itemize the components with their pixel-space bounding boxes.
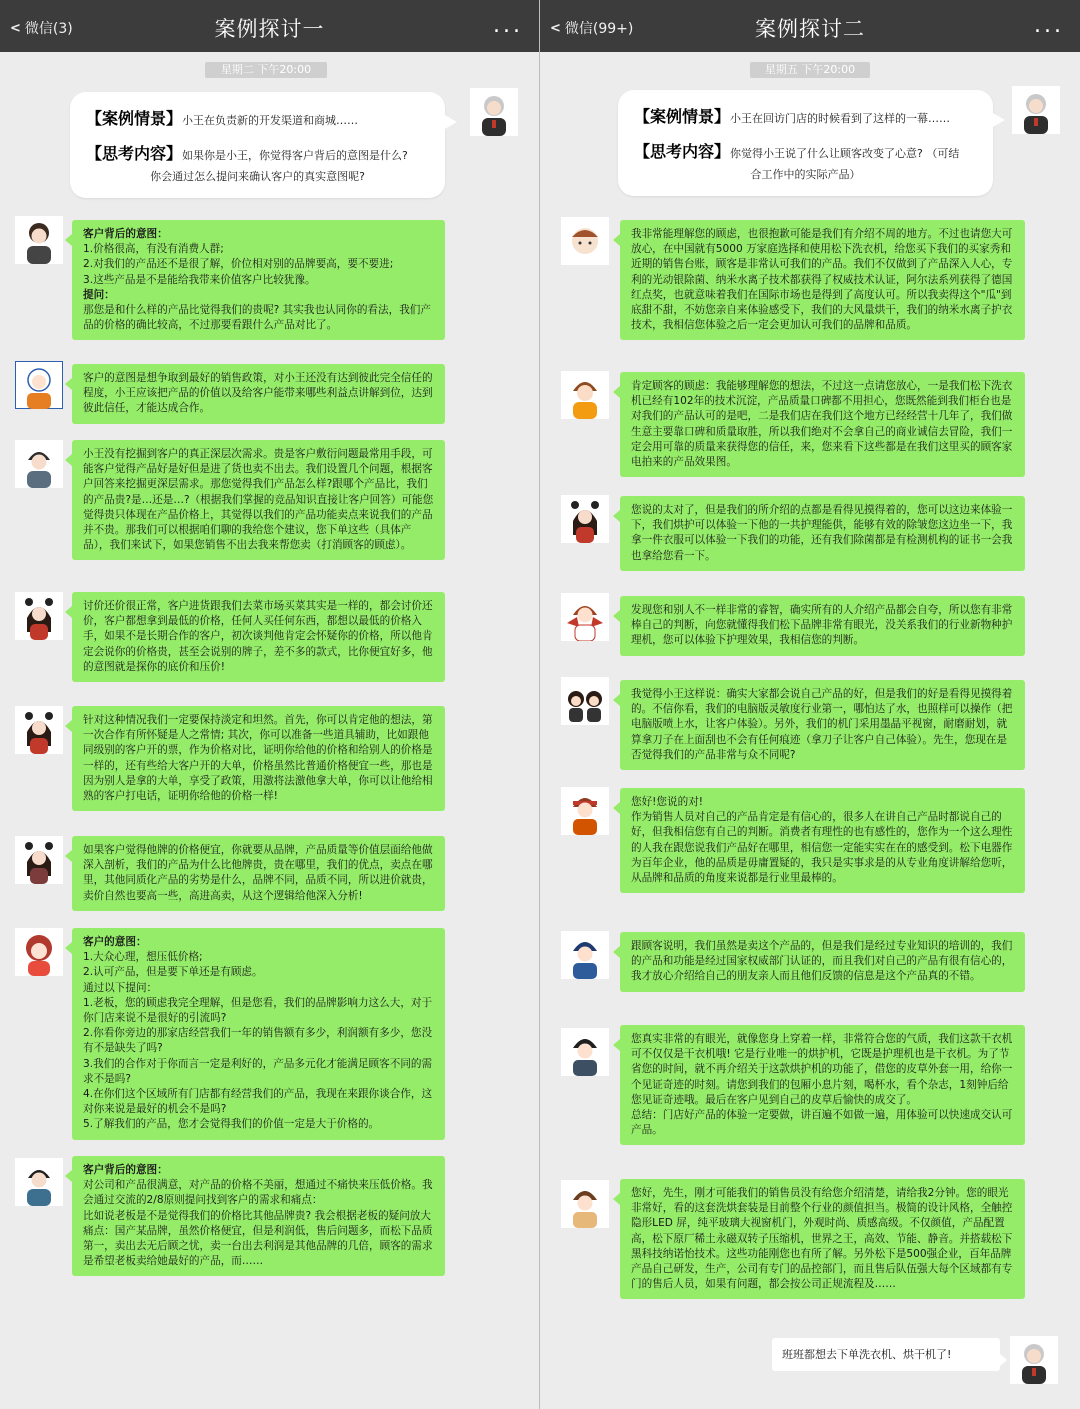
more-dots-icon[interactable]: ...	[493, 13, 523, 38]
chat-pane-right	[540, 0, 1080, 1409]
cartoon-avatar-icon	[15, 440, 63, 488]
message-line: 针对这种情况我们一定要保持淡定和坦然。首先，你可以肯定他的想法，第一次合作有所怀疑是人之常情; 其次，你可以准备一些道具辅助，比如跟他同级别的客户开的票，作为价格对比，证明你给他的价格和给别人的价格是一样的，还有些给大客户开的大单，价格虽然比普通价格便宜一些，那也是因为别人是拿的大单，享受了政策，用激将法激他拿大单，你可以让他给相熟的客户打电话，证明你给他的价格一样!	[83, 714, 433, 803]
message-line: 对公司和产品很满意，对产品的价格不美丽，想通过不痛快来压低价格。我会通过交流的2/8原则提问找到客户的需求和痛点：	[83, 1179, 433, 1207]
message-line: 5.了解我们的产品，您才会觉得我们的价值一定是大于价格的。	[83, 1118, 380, 1131]
host-avatar[interactable]	[1012, 86, 1060, 134]
question-text-cont: 你会通过怎么提问来确认客户的真实意图呢?	[150, 170, 365, 183]
message-line: 3.我们的合作对于你而言一定是利好的，产品多元化才能满足顾客不同的需求不是吗?	[83, 1057, 433, 1085]
message-bubble	[72, 440, 445, 560]
member-avatar[interactable]	[15, 706, 63, 754]
top-bar	[540, 0, 1080, 52]
reply-bubble	[772, 1338, 1000, 1371]
message-line: 您好，先生，刚才可能我们的销售员没有给您介绍清楚，请给我2分钟。您的眼光非常好，看的这套洗烘套装是目前整个行业的颜值担当。极简的设计风格，全触控隐形LED 屏，纯平玻璃大视窗机门，外观时尚、质感高级。不仅颜值，产品配置高，松下原厂稀土永磁双转子压缩机，世界之王，高效、节能、静音。并搭载松下黑科技纳诺怡技术。这些功能刚您也有所了解。另外松下是500强企业，百年品牌产品自己研发，生产，公司有专门的品控部门，而且售后队伍强大每个区域都有专门的售后人员，如果有问题，都会按公司正规流程及……	[631, 1187, 1013, 1291]
question-text: 如果你是小王，你觉得客户背后的意图是什么?	[182, 149, 408, 162]
message-bubble	[72, 928, 445, 1140]
cartoon-avatar-icon	[1012, 86, 1060, 134]
member-avatar[interactable]	[15, 928, 63, 976]
case-intro-bubble	[618, 90, 993, 196]
message-bubble	[72, 1156, 445, 1276]
message-bubble	[620, 788, 1025, 893]
message-line: 提问：	[83, 288, 115, 301]
message-line: 1.老板，您的顾虑我完全理解，但是您看，我们的品牌影响力这么大，对于你门店来说不是很好的引流吗?	[83, 996, 433, 1025]
cartoon-avatar-icon	[15, 1158, 63, 1206]
case-intro-bubble	[70, 92, 445, 198]
chat-title: 案例探讨二	[755, 17, 865, 41]
question-tag: 【思考内容】	[86, 144, 183, 163]
message-bubble	[620, 596, 1025, 656]
cartoon-avatar-icon	[561, 1028, 609, 1076]
message-line: 肯定顾客的顾虑：我能够理解您的想法，不过这一点请您放心，一是我们松下洗衣机已经有102年的技术沉淀，产品质量口碑都不用担心，您既然能到我们柜台也是对我们的产品认可的是吧，二是我们店在我们这个地方已经经营十几年了，我们做生意主要靠口碑和质量取胜，所以我们绝对不会拿自己的商业诚信去冒险，我们一定会用可靠的质量来获得您的信任，来，您来看下这些都是在我们这里买的顾客家电拍来的产品效果图。	[631, 380, 1013, 469]
member-avatar[interactable]	[561, 371, 609, 419]
message-line: 跟顾客说明，我们虽然是卖这个产品的，但是我们是经过专业知识的培训的，我们的产品和功能是经过国家权威部门认证的，而且我们对自己的产品有很有信心的，我才放心介绍给自己的朋友亲人而且他们反馈的信息是这个产品真的不错。	[631, 940, 1013, 983]
member-avatar[interactable]	[561, 495, 609, 543]
chat-title: 案例探讨一	[214, 17, 325, 41]
member-avatar[interactable]	[561, 787, 609, 835]
message-line: 讨价还价很正常，客户进货跟我们去菜市场买菜其实是一样的，都会讨价还价，客户都想拿到最低的价格，任何人买任何东西，都想以最低的价格入手，如果不是长期合作的客户，初次谈判他肯定会怀疑你的价格，所以他肯定会说你的价格贵，甚至会说别的牌子，差不多的款式，比你便宜好多，他的意图就是探你的底价和压价!	[83, 600, 433, 673]
message-line: 小王没有挖掘到客户的真正深层次需求。贵是客户敷衍问题最常用手段，可能客户觉得产品好是好但是进了货也卖不出去。我们设置几个问题，根据客户回答来挖掘更深层需求。那您觉得我们产品怎么样?跟哪个产品比，我们的产品贵?是…还是…?（根据我们掌握的竞品知识直接让客户回答）可能您觉得贵只体现在产品价格上，其觉得以我们的产品功能卖点来说我们的产品并不贵。那我们可以根据咱们聊的我给您个建议，您下单这些（具体产品），我们来试下，如果您销售不出去我来帮您卖（打消顾客的顾虑）。	[83, 448, 434, 552]
back-label: 微信(3)	[24, 21, 73, 37]
message-line: 客户背后的意图：	[83, 228, 168, 240]
cartoon-avatar-icon	[561, 787, 609, 835]
cartoon-avatar-icon	[561, 1180, 609, 1228]
message-bubble	[620, 680, 1025, 770]
scenario-tag: 【案例情景】	[86, 109, 183, 128]
member-avatar[interactable]	[15, 361, 63, 409]
cartoon-avatar-icon	[561, 593, 609, 641]
member-avatar[interactable]	[15, 592, 63, 640]
message-line: 2.你看你旁边的那家店经营我们一年的销售额有多少，利润额有多少，您没有不是缺失了吗?	[83, 1027, 433, 1055]
message-line: 我非常能理解您的顾虑，也很抱歉可能是我们有介绍不周的地方。不过也请您大可放心，在中国就有5000 万家庭选择和使用松下洗衣机，给您买下我们的买家秀和近期的销售台账，顾客是非常认可我们的产品。我们不仅做到了产品深入人心，专利的光动银除菌、纳米水离子技术都获得了权威技术认证，阿尔法系列获得了德国红点奖，也就意味着我们在国际市场也是得到了高度认可。所以我卖得这个"瓜"到底甜不甜，不妨您亲自来体验感受下，我们的大风量烘干，我们的纳米水离子护衣技术，我相信您体验之后一定会更加认可我们的品牌和品质。	[631, 228, 1013, 332]
member-avatar[interactable]	[15, 1158, 63, 1206]
more-dots-icon[interactable]: ...	[1034, 13, 1064, 38]
intro-scenario	[86, 106, 429, 129]
message-line: 2.认可产品，但是要下单还是有顾虑。	[83, 966, 263, 979]
cartoon-avatar-icon	[561, 371, 609, 419]
message-bubble	[620, 1179, 1025, 1299]
member-avatar[interactable]	[561, 217, 609, 265]
message-bubble	[72, 836, 445, 911]
message-line: 总结：门店好产品的体验一定要做，讲百遍不如做一遍，用体验可以快速成交认可产品。	[631, 1109, 1013, 1137]
message-bubble	[620, 932, 1025, 992]
member-avatar[interactable]	[561, 1028, 609, 1076]
message-line: 4.在你们这个区域所有门店都有经营我们的产品，我现在来跟你谈合作，这对你来说是最好的机会不是吗?	[83, 1088, 433, 1116]
message-line: 如果客户觉得他牌的价格便宜，你就要从品牌，产品质量等价值层面给他做深入剖析，我们的产品为什么比他牌贵，贵在哪里，我们的优点，卖点在哪里，其他同质化产品的劣势是什么，品牌不同，品质不同，所以进价就贵，卖价自然也要高一些，高进高卖，从这个逻辑给他深入分析!	[83, 844, 433, 902]
message-line: 发现您和别人不一样非常的睿智，确实所有的人介绍产品都会自夸，所以您有非常棒自己的判断，向您就懂得我们松下品牌非常有眼光，没关系我们的行业新物种护理机，您可以体验下护理效果，我相信您的判断。	[631, 604, 1013, 647]
scenario-text: 小王在回访门店的时候看到了这样的一幕……	[730, 112, 951, 125]
question-text: 你觉得小王说了什么让顾客改变了心意? （可结	[730, 147, 960, 160]
message-line: 我觉得小王这样说：确实大家都会说自己产品的好，但是我们的好是看得见摸得着的。不信你看，我们的电脑版灵敏度行业第一，哪怕达了水，也照样可以操作（把电脑版喷上水，让客户体验）。另外，我们的机门采用墨晶平视窗，耐磨耐划，就算拿刀子在上面刮也不会有任何痕迹（拿刀子让客户自己体验）。先生，您现在是否觉得我们的产品非常与众不同呢?	[631, 688, 1013, 761]
cartoon-avatar-icon	[15, 928, 63, 976]
top-bar	[0, 0, 539, 52]
message-line: 3.这些产品是不是能给我带来价值客户比较犹豫。	[83, 273, 316, 286]
message-bubble	[620, 1025, 1025, 1145]
cartoon-avatar-icon	[561, 217, 609, 265]
message-bubble	[620, 496, 1025, 571]
host-avatar[interactable]	[1010, 1336, 1058, 1384]
message-line: 作为销售人员对自己的产品肯定是有信心的，很多人在讲自己产品时都说自己的好，但我相信您有自己的判断。消费者有理性的也有感性的，您作为一个这么理性的人我在跟您说我们产品好在哪里，相信您一定能实实在在的感受到。松下电器作为百年企业，他的品质是毋庸置疑的，我只是实事求是的从专业角度讲解给您听，从品牌和品质的角度来说都是行业里最棒的。	[631, 811, 1013, 885]
cartoon-avatar-icon	[15, 836, 63, 884]
message-line: 您真实非常的有眼光，就像您身上穿着一样，非常符合您的气质，我们这款干衣机可不仅仅是干衣机哦! 它是行业唯一的烘护机，它既是护理机也是干衣机。为了节省您的时间，就不再介绍关于这款烘护机的功能了，借您的皮草外套一用，给你一个见证奇迹的时刻。请您到我们的包厢小息片刻，喝杯水，看个杂志，1刻钟后给您见证奇迹哦。最后在客户见到自己的皮草后愉快的成交了。	[631, 1033, 1013, 1106]
message-bubble	[72, 220, 445, 340]
chevron-left-icon: <	[550, 20, 561, 36]
message-line: 您说的太对了，但是我们的所介绍的点都是看得见摸得着的，您可以这边来体验一下，我们烘护可以体验一下他的一共护理能供，能够有效的除皱您这边坐一下，我拿一件衣服可以体验一下我们的功能，还有我们除菌都是有检测机构的证书一会我也拿给您看一下。	[631, 504, 1013, 562]
message-line: 2.对我们的产品还不是很了解，价位相对别的品牌要高，要不要进;	[83, 258, 394, 271]
member-avatar[interactable]	[15, 216, 63, 264]
scenario-text: 小王在负责新的开发渠道和商城……	[182, 114, 359, 127]
intro-question	[86, 141, 429, 164]
cartoon-avatar-icon	[561, 931, 609, 979]
host-avatar[interactable]	[470, 88, 518, 136]
message-line: 比如说老板是不是觉得我们的价格比其他品牌贵? 我会根据老板的疑问放大痛点：国产某品牌，虽然价格便宜，但是利润低，售后问题多，而松下品质第一，卖出去无后顾之忧，卖一台出去利润是其他品牌的几倍，顾客的需求是希望老板卖给她最好的产品，而……	[83, 1209, 433, 1268]
member-avatar[interactable]	[15, 440, 63, 488]
cartoon-avatar-icon	[15, 706, 63, 754]
member-avatar[interactable]	[561, 593, 609, 641]
message-line: 您好!您说的对!	[631, 796, 704, 808]
member-avatar[interactable]	[15, 836, 63, 884]
message-bubble	[72, 364, 445, 424]
message-line: 客户背后的意图：	[83, 1164, 168, 1176]
message-line: 1.大众心理，想压低价格;	[83, 951, 203, 964]
intro-question	[634, 139, 977, 162]
message-bubble	[72, 706, 445, 811]
message-line: 客户的意图是想争取到最好的销售政策，对小王还没有达到彼此完全信任的程度，小王应该把产品的价值以及给客户能带来哪些利益点讲解到位，达到彼此信任，才能达成合作。	[83, 372, 433, 415]
message-line: 那您是和什么样的产品比觉得我们的贵呢? 其实我也认同你的看法，我们产品的价格的确比较高，不过那要看跟什么产品对比了。	[83, 304, 431, 332]
scenario-tag: 【案例情景】	[634, 107, 731, 126]
chevron-left-icon: <	[10, 20, 21, 36]
member-avatar[interactable]	[561, 1180, 609, 1228]
cartoon-avatar-icon	[15, 592, 63, 640]
member-avatar[interactable]	[561, 677, 609, 725]
message-line: 通过以下提问：	[83, 981, 158, 994]
message-bubble	[72, 592, 445, 682]
cartoon-avatar-icon	[561, 495, 609, 543]
question-tag: 【思考内容】	[634, 142, 731, 161]
cartoon-avatar-icon	[15, 361, 63, 409]
question-text-cont: 合工作中的实际产品）	[750, 168, 861, 181]
cartoon-avatar-icon	[1010, 1336, 1058, 1384]
cartoon-avatar-icon	[470, 88, 518, 136]
message-line: 客户的意图：	[83, 936, 147, 948]
timestamp: 星期五 下午20:00	[750, 62, 870, 78]
intro-scenario	[634, 104, 977, 127]
message-bubble	[620, 372, 1025, 477]
cartoon-avatar-icon	[15, 216, 63, 264]
message-line: 1.价格很高，有没有消费人群;	[83, 243, 224, 256]
back-label: 微信(99+)	[564, 21, 634, 37]
cartoon-avatar-icon	[561, 677, 609, 725]
member-avatar[interactable]	[561, 931, 609, 979]
message-bubble	[620, 220, 1025, 340]
message-line: 班班都想去下单洗衣机、烘干机了!	[782, 1348, 952, 1361]
timestamp: 星期二 下午20:00	[205, 62, 327, 78]
